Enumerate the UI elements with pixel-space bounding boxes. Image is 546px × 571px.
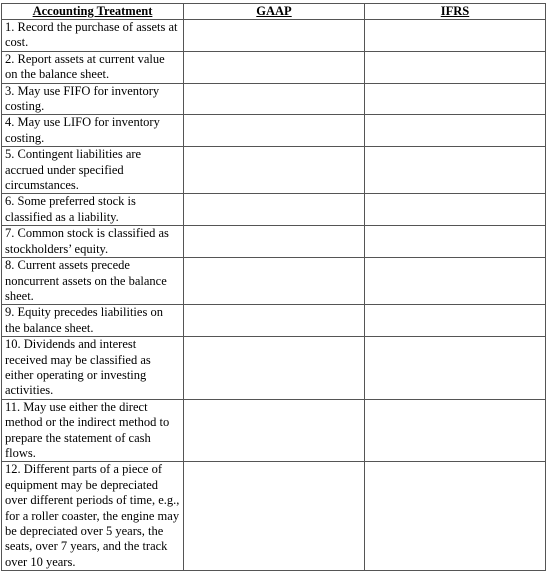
- ifrs-cell[interactable]: [365, 83, 546, 115]
- treatment-cell: 10. Dividends and interest received may be classified as either operating or investing activities.: [2, 337, 184, 400]
- treatment-cell: 6. Some preferred stock is classified as a liability.: [2, 194, 184, 226]
- ifrs-cell[interactable]: [365, 258, 546, 305]
- table-row: [2, 51, 546, 83]
- table-row: [2, 462, 546, 571]
- ifrs-cell[interactable]: [365, 51, 546, 83]
- treatment-cell: 7. Common stock is classified as stockholders’ equity.: [2, 226, 184, 258]
- gaap-cell[interactable]: [184, 462, 365, 571]
- table-row: [2, 20, 546, 52]
- header-gaap: GAAP: [184, 4, 365, 20]
- gaap-cell[interactable]: [184, 399, 365, 462]
- gaap-cell[interactable]: [184, 147, 365, 194]
- gaap-cell[interactable]: [184, 226, 365, 258]
- treatment-cell: 5. Contingent liabilities are accrued under specified circumstances.: [2, 147, 184, 194]
- treatment-cell: 1. Record the purchase of assets at cost.: [2, 20, 184, 52]
- ifrs-cell[interactable]: [365, 20, 546, 52]
- gaap-cell[interactable]: [184, 20, 365, 52]
- gaap-cell[interactable]: [184, 194, 365, 226]
- gaap-cell[interactable]: [184, 115, 365, 147]
- accounting-comparison-table: [1, 3, 546, 571]
- ifrs-cell[interactable]: [365, 305, 546, 337]
- table-row: [2, 305, 546, 337]
- treatment-cell: 9. Equity precedes liabilities on the balance sheet.: [2, 305, 184, 337]
- table-row: [2, 83, 546, 115]
- table-row: [2, 399, 546, 462]
- ifrs-cell[interactable]: [365, 226, 546, 258]
- ifrs-cell[interactable]: [365, 462, 546, 571]
- treatment-cell: 11. May use either the direct method or the indirect method to prepare the statement of cash flows.: [2, 399, 184, 462]
- gaap-cell[interactable]: [184, 258, 365, 305]
- table-row: [2, 194, 546, 226]
- ifrs-cell[interactable]: [365, 337, 546, 400]
- treatment-cell: 12. Different parts of a piece of equipment may be depreciated over different periods of time, e.g., for a roller coaster, the engine may be depreciated over 5 years, the seats, over 7 years, and the track over 10 years.: [2, 462, 184, 571]
- treatment-cell: 3. May use FIFO for inventory costing.: [2, 83, 184, 115]
- table-row: [2, 226, 546, 258]
- header-row: [2, 4, 546, 20]
- gaap-cell[interactable]: [184, 83, 365, 115]
- table-row: [2, 258, 546, 305]
- header-ifrs: IFRS: [365, 4, 546, 20]
- gaap-cell[interactable]: [184, 51, 365, 83]
- treatment-cell: 8. Current assets precede noncurrent assets on the balance sheet.: [2, 258, 184, 305]
- treatment-cell: 2. Report assets at current value on the balance sheet.: [2, 51, 184, 83]
- ifrs-cell[interactable]: [365, 194, 546, 226]
- gaap-cell[interactable]: [184, 337, 365, 400]
- table-row: [2, 337, 546, 400]
- ifrs-cell[interactable]: [365, 399, 546, 462]
- treatment-cell: 4. May use LIFO for inventory costing.: [2, 115, 184, 147]
- ifrs-cell[interactable]: [365, 115, 546, 147]
- header-accounting-treatment: Accounting Treatment: [2, 4, 184, 20]
- table-row: [2, 147, 546, 194]
- ifrs-cell[interactable]: [365, 147, 546, 194]
- table-row: [2, 115, 546, 147]
- gaap-cell[interactable]: [184, 305, 365, 337]
